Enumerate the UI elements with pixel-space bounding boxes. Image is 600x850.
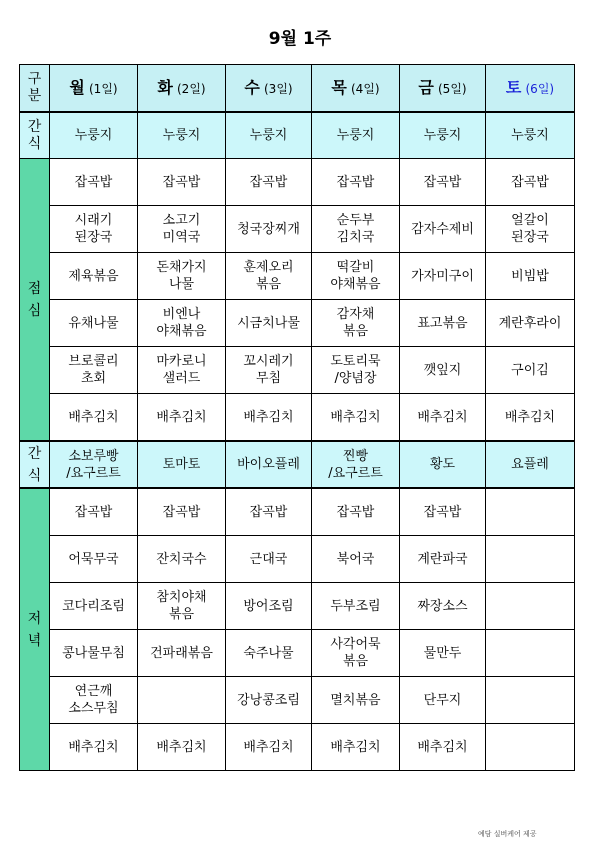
menu-cell: 감자채 볶음 bbox=[312, 300, 400, 347]
menu-cell: 잔치국수 bbox=[138, 536, 226, 583]
menu-cell: 짜장소스 bbox=[400, 583, 486, 630]
day-name: 토 bbox=[505, 77, 522, 97]
menu-cell: 잡곡밥 bbox=[312, 488, 400, 536]
menu-cell: 가자미구이 bbox=[400, 253, 486, 300]
menu-cell: 잡곡밥 bbox=[138, 159, 226, 206]
footer-credit: 예담 실버케어 제공 bbox=[478, 830, 537, 838]
menu-cell: 잡곡밥 bbox=[400, 159, 486, 206]
menu-cell: 누룽지 bbox=[138, 112, 226, 159]
menu-cell bbox=[486, 536, 575, 583]
menu-cell: 비엔나 야채볶음 bbox=[138, 300, 226, 347]
menu-cell: 잡곡밥 bbox=[226, 159, 312, 206]
menu-cell bbox=[486, 630, 575, 677]
menu-cell: 배추김치 bbox=[400, 724, 486, 771]
dinner-row bbox=[20, 677, 575, 724]
menu-cell: 떡갈비 야채볶음 bbox=[312, 253, 400, 300]
menu-cell: 멸치볶음 bbox=[312, 677, 400, 724]
morning-snack-label: 간식 bbox=[20, 112, 50, 159]
lunch-row bbox=[20, 394, 575, 442]
section-label-char: 간 bbox=[27, 445, 42, 462]
menu-cell: 잡곡밥 bbox=[226, 488, 312, 536]
menu-cell: 도토리묵 /양념장 bbox=[312, 347, 400, 394]
day-date: (1일) bbox=[89, 81, 118, 96]
day-header bbox=[486, 65, 575, 113]
menu-cell: 콩나물무침 bbox=[50, 630, 138, 677]
day-name: 금 bbox=[418, 77, 434, 97]
menu-cell bbox=[486, 724, 575, 771]
dinner-row bbox=[20, 630, 575, 677]
menu-cell: 연근깨 소스무침 bbox=[50, 677, 138, 724]
menu-cell: 누룽지 bbox=[486, 112, 575, 159]
day-date: (6일) bbox=[525, 81, 555, 96]
menu-cell: 시래기 된장국 bbox=[50, 206, 138, 253]
menu-cell: 바이오플레 bbox=[226, 441, 312, 488]
day-header bbox=[400, 65, 486, 113]
menu-cell: 꼬시레기 무침 bbox=[226, 347, 312, 394]
day-header bbox=[312, 65, 400, 113]
section-label-char: 심 bbox=[27, 302, 42, 319]
menu-cell: 물만두 bbox=[400, 630, 486, 677]
day-name: 월 bbox=[69, 77, 85, 97]
menu-cell: 참치야채 볶음 bbox=[138, 583, 226, 630]
menu-cell: 깻잎지 bbox=[400, 347, 486, 394]
day-date: (5일) bbox=[438, 81, 467, 96]
menu-cell: 배추김치 bbox=[50, 724, 138, 771]
menu-cell: 브로콜리 초회 bbox=[50, 347, 138, 394]
menu-cell: 누룽지 bbox=[226, 112, 312, 159]
menu-cell: 계란후라이 bbox=[486, 300, 575, 347]
menu-cell: 배추김치 bbox=[312, 394, 400, 442]
menu-cell: 강낭콩조림 bbox=[226, 677, 312, 724]
day-name: 화 bbox=[157, 77, 173, 97]
dinner-label bbox=[20, 488, 50, 771]
section-label-char: 점 bbox=[27, 280, 42, 297]
menu-cell: 요플레 bbox=[486, 441, 575, 488]
menu-cell: 건파래볶음 bbox=[138, 630, 226, 677]
menu-cell bbox=[486, 488, 575, 536]
menu-cell: 제육볶음 bbox=[50, 253, 138, 300]
day-header bbox=[226, 65, 312, 113]
day-name: 수 bbox=[244, 77, 260, 97]
menu-cell: 누룽지 bbox=[50, 112, 138, 159]
menu-cell: 잡곡밥 bbox=[50, 488, 138, 536]
afternoon-snack-row bbox=[20, 441, 575, 488]
menu-cell: 시금치나물 bbox=[226, 300, 312, 347]
menu-cell: 돈채가지 나물 bbox=[138, 253, 226, 300]
menu-cell: 유채나물 bbox=[50, 300, 138, 347]
afternoon-snack-label bbox=[20, 441, 50, 488]
dinner-row bbox=[20, 536, 575, 583]
menu-cell: 사각어묵 볶음 bbox=[312, 630, 400, 677]
lunch-row bbox=[20, 253, 575, 300]
menu-cell: 순두부 김치국 bbox=[312, 206, 400, 253]
menu-cell: 얼갈이 된장국 bbox=[486, 206, 575, 253]
menu-cell: 감자수제비 bbox=[400, 206, 486, 253]
dinner-row bbox=[20, 583, 575, 630]
day-name: 목 bbox=[331, 77, 347, 97]
menu-cell: 누룽지 bbox=[400, 112, 486, 159]
menu-cell: 누룽지 bbox=[312, 112, 400, 159]
menu-cell bbox=[486, 677, 575, 724]
menu-cell: 잡곡밥 bbox=[50, 159, 138, 206]
menu-cell bbox=[486, 583, 575, 630]
menu-cell: 북어국 bbox=[312, 536, 400, 583]
menu-cell: 소보루빵 /요구르트 bbox=[50, 441, 138, 488]
menu-cell: 청국장찌개 bbox=[226, 206, 312, 253]
lunch-row bbox=[20, 159, 575, 206]
menu-cell: 토마토 bbox=[138, 441, 226, 488]
page-title: 9월 1주 bbox=[268, 29, 332, 49]
day-header bbox=[50, 65, 138, 113]
menu-cell: 숙주나물 bbox=[226, 630, 312, 677]
menu-cell: 배추김치 bbox=[226, 394, 312, 442]
lunch-row bbox=[20, 206, 575, 253]
menu-cell: 잡곡밥 bbox=[138, 488, 226, 536]
morning-snack-row bbox=[20, 112, 575, 159]
day-date: (4일) bbox=[351, 81, 380, 96]
menu-cell: 단무지 bbox=[400, 677, 486, 724]
menu-cell bbox=[138, 677, 226, 724]
menu-cell: 배추김치 bbox=[138, 724, 226, 771]
menu-cell: 근대국 bbox=[226, 536, 312, 583]
meal-table bbox=[19, 64, 575, 771]
header-label: 구분 bbox=[20, 65, 50, 113]
header-row bbox=[20, 65, 575, 113]
menu-cell: 어묵무국 bbox=[50, 536, 138, 583]
menu-cell: 배추김치 bbox=[400, 394, 486, 442]
menu-cell: 배추김치 bbox=[226, 724, 312, 771]
menu-cell: 황도 bbox=[400, 441, 486, 488]
section-label-char: 녁 bbox=[27, 632, 42, 649]
menu-cell: 잡곡밥 bbox=[486, 159, 575, 206]
menu-cell: 마카로니 샐러드 bbox=[138, 347, 226, 394]
menu-cell: 코다리조림 bbox=[50, 583, 138, 630]
menu-cell: 잡곡밥 bbox=[312, 159, 400, 206]
menu-cell: 잡곡밥 bbox=[400, 488, 486, 536]
menu-cell: 비빔밥 bbox=[486, 253, 575, 300]
menu-cell: 배추김치 bbox=[138, 394, 226, 442]
dinner-row bbox=[20, 724, 575, 771]
menu-cell: 계란파국 bbox=[400, 536, 486, 583]
menu-cell: 배추김치 bbox=[486, 394, 575, 442]
menu-cell: 방어조림 bbox=[226, 583, 312, 630]
lunch-row bbox=[20, 347, 575, 394]
day-date: (2일) bbox=[177, 81, 206, 96]
section-label-char: 저 bbox=[27, 610, 42, 627]
dinner-row bbox=[20, 488, 575, 536]
menu-cell: 구이김 bbox=[486, 347, 575, 394]
menu-cell: 소고기 미역국 bbox=[138, 206, 226, 253]
menu-cell: 두부조림 bbox=[312, 583, 400, 630]
menu-cell: 배추김치 bbox=[312, 724, 400, 771]
day-date: (3일) bbox=[264, 81, 293, 96]
menu-cell: 훈제오리 볶음 bbox=[226, 253, 312, 300]
lunch-row bbox=[20, 300, 575, 347]
section-label-char: 식 bbox=[27, 467, 42, 484]
day-header bbox=[138, 65, 226, 113]
lunch-label bbox=[20, 159, 50, 442]
menu-cell: 배추김치 bbox=[50, 394, 138, 442]
menu-cell: 표고볶음 bbox=[400, 300, 486, 347]
menu-cell: 찐빵 /요구르트 bbox=[312, 441, 400, 488]
